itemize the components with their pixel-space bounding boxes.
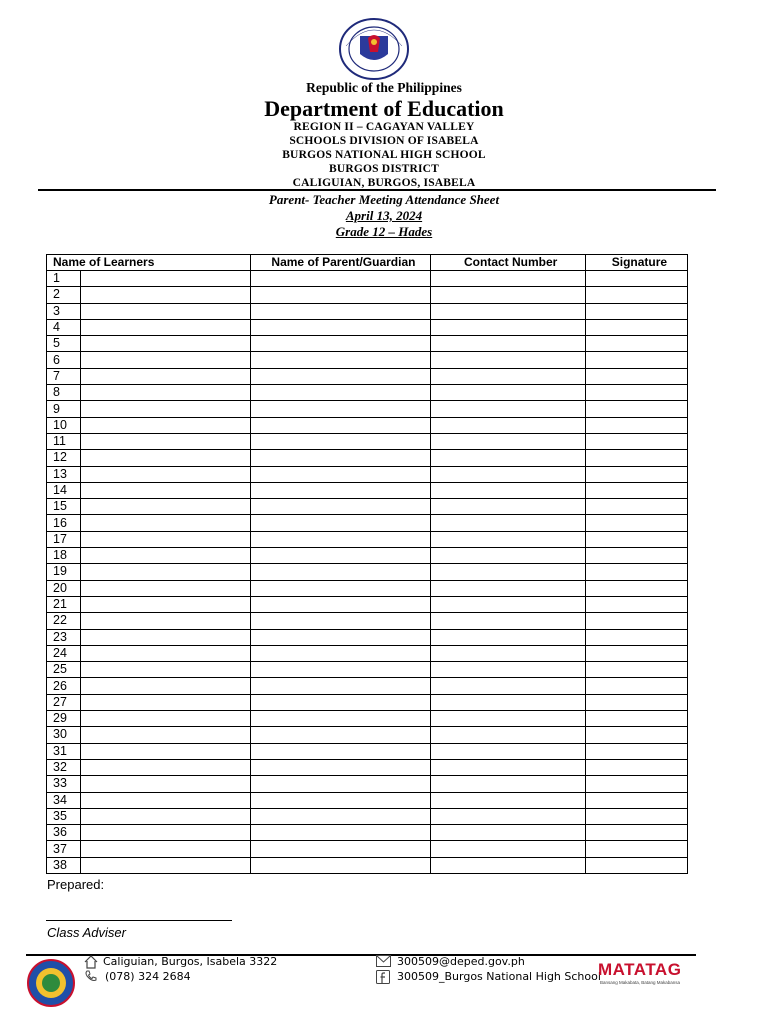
signature-cell[interactable]	[585, 319, 687, 335]
row-number: 25	[47, 662, 81, 678]
learner-name-cell[interactable]	[81, 857, 251, 873]
contact-number-cell[interactable]	[430, 466, 585, 482]
learner-name-cell[interactable]	[81, 694, 251, 710]
signature-cell[interactable]	[585, 450, 687, 466]
parent-name-cell[interactable]	[251, 694, 430, 710]
contact-number-cell[interactable]	[430, 759, 585, 775]
table-row	[47, 776, 688, 792]
row-number: 36	[47, 825, 81, 841]
row-number: 38	[47, 857, 81, 873]
col-header-parent: Name of Parent/Guardian	[251, 255, 430, 271]
contact-number-cell[interactable]	[430, 694, 585, 710]
meeting-date: April 13, 2024	[345, 208, 423, 223]
signature-cell[interactable]	[585, 841, 687, 857]
matatag-logo: MATATAG	[598, 960, 682, 979]
grade-section: Grade 12 – Hades	[335, 224, 433, 239]
learner-name-cell[interactable]	[81, 271, 251, 287]
row-number: 29	[47, 711, 81, 727]
parent-name-cell[interactable]	[251, 825, 430, 841]
table-row	[47, 808, 688, 824]
learner-name-cell[interactable]	[81, 841, 251, 857]
table-row	[47, 368, 688, 384]
table-row	[47, 727, 688, 743]
signature-cell[interactable]	[585, 515, 687, 531]
signature-cell[interactable]	[585, 776, 687, 792]
table-row	[47, 857, 688, 873]
signature-cell[interactable]	[585, 743, 687, 759]
signature-cell[interactable]	[585, 662, 687, 678]
signature-line[interactable]	[46, 920, 232, 921]
row-number: 34	[47, 792, 81, 808]
row-number: 18	[47, 548, 81, 564]
contact-number-cell[interactable]	[430, 580, 585, 596]
learner-name-cell[interactable]	[81, 759, 251, 775]
table-row	[47, 580, 688, 596]
mail-icon	[376, 955, 391, 967]
learner-name-cell[interactable]	[81, 548, 251, 564]
row-number: 1	[47, 271, 81, 287]
contact-number-cell[interactable]	[430, 385, 585, 401]
table-row	[47, 629, 688, 645]
row-number: 9	[47, 401, 81, 417]
contact-number-cell[interactable]	[430, 482, 585, 498]
row-number: 4	[47, 319, 81, 335]
signature-cell[interactable]	[585, 303, 687, 319]
signature-cell[interactable]	[585, 385, 687, 401]
contact-number-cell[interactable]	[430, 287, 585, 303]
parent-name-cell[interactable]	[251, 303, 430, 319]
row-number: 20	[47, 580, 81, 596]
learner-name-cell[interactable]	[81, 401, 251, 417]
footer-phone: (078) 324 2684	[105, 970, 191, 983]
signature-cell[interactable]	[585, 727, 687, 743]
table-row	[47, 613, 688, 629]
table-row	[47, 694, 688, 710]
signature-cell[interactable]	[585, 271, 687, 287]
learner-name-cell[interactable]	[81, 808, 251, 824]
division-line: SCHOOLS DIVISION OF ISABELA	[289, 135, 479, 147]
row-number: 22	[47, 613, 81, 629]
signature-cell[interactable]	[585, 613, 687, 629]
row-number: 37	[47, 841, 81, 857]
col-header-signature: Signature	[585, 255, 687, 271]
parent-name-cell[interactable]	[251, 776, 430, 792]
learner-name-cell[interactable]	[81, 596, 251, 612]
table-row	[47, 303, 688, 319]
table-row	[47, 531, 688, 547]
row-number: 14	[47, 482, 81, 498]
row-number: 24	[47, 645, 81, 661]
learner-name-cell[interactable]	[81, 499, 251, 515]
parent-name-cell[interactable]	[251, 515, 430, 531]
contact-number-cell[interactable]	[430, 417, 585, 433]
footer-email[interactable]: 300509@deped.gov.ph	[397, 955, 525, 968]
learner-name-cell[interactable]	[81, 825, 251, 841]
deped-seal-logo	[338, 18, 410, 80]
table-row	[47, 825, 688, 841]
contact-number-cell[interactable]	[430, 857, 585, 873]
row-number: 15	[47, 499, 81, 515]
table-row	[47, 450, 688, 466]
district-line: BURGOS DISTRICT	[328, 163, 440, 175]
prepared-label: Prepared:	[47, 877, 105, 892]
learner-name-cell[interactable]	[81, 368, 251, 384]
row-number: 11	[47, 433, 81, 449]
contact-number-cell[interactable]	[430, 613, 585, 629]
learner-name-cell[interactable]	[81, 385, 251, 401]
contact-number-cell[interactable]	[430, 596, 585, 612]
house-icon	[84, 955, 98, 969]
parent-name-cell[interactable]	[251, 271, 430, 287]
table-row	[47, 319, 688, 335]
parent-name-cell[interactable]	[251, 727, 430, 743]
learner-name-cell[interactable]	[81, 678, 251, 694]
learner-name-cell[interactable]	[81, 629, 251, 645]
signature-cell[interactable]	[585, 499, 687, 515]
contact-number-cell[interactable]	[430, 433, 585, 449]
table-row	[47, 645, 688, 661]
contact-number-cell[interactable]	[430, 271, 585, 287]
learner-name-cell[interactable]	[81, 564, 251, 580]
contact-number-cell[interactable]	[430, 319, 585, 335]
signature-cell[interactable]	[585, 433, 687, 449]
row-number: 27	[47, 694, 81, 710]
table-header-row	[47, 255, 688, 271]
parent-name-cell[interactable]	[251, 417, 430, 433]
table-row	[47, 433, 688, 449]
school-line: BURGOS NATIONAL HIGH SCHOOL	[282, 149, 486, 161]
signature-cell[interactable]	[585, 352, 687, 368]
contact-number-cell[interactable]	[430, 336, 585, 352]
signature-cell[interactable]	[585, 336, 687, 352]
footer-address: Caliguian, Burgos, Isabela 3322	[103, 955, 278, 968]
phone-icon	[85, 970, 97, 982]
table-row	[47, 743, 688, 759]
table-row	[47, 466, 688, 482]
row-number: 30	[47, 727, 81, 743]
table-row	[47, 759, 688, 775]
learner-name-cell[interactable]	[81, 482, 251, 498]
parent-name-cell[interactable]	[251, 482, 430, 498]
row-number: 7	[47, 368, 81, 384]
signature-cell[interactable]	[585, 629, 687, 645]
row-number: 10	[47, 417, 81, 433]
table-row	[47, 564, 688, 580]
signature-cell[interactable]	[585, 466, 687, 482]
republic-heading: Republic of the Philippines	[306, 80, 462, 95]
learner-name-cell[interactable]	[81, 287, 251, 303]
row-number: 32	[47, 759, 81, 775]
signature-cell[interactable]	[585, 759, 687, 775]
learner-name-cell[interactable]	[81, 792, 251, 808]
table-row	[47, 336, 688, 352]
learner-name-cell[interactable]	[81, 417, 251, 433]
table-row	[47, 548, 688, 564]
parent-name-cell[interactable]	[251, 841, 430, 857]
parent-name-cell[interactable]	[251, 319, 430, 335]
contact-number-cell[interactable]	[430, 678, 585, 694]
parent-name-cell[interactable]	[251, 759, 430, 775]
contact-number-cell[interactable]	[430, 401, 585, 417]
contact-number-cell[interactable]	[430, 743, 585, 759]
row-number: 3	[47, 303, 81, 319]
parent-name-cell[interactable]	[251, 711, 430, 727]
table-row	[47, 385, 688, 401]
signature-cell[interactable]	[585, 857, 687, 873]
row-number: 33	[47, 776, 81, 792]
signature-cell[interactable]	[585, 531, 687, 547]
learner-name-cell[interactable]	[81, 645, 251, 661]
col-header-contact: Contact Number	[430, 255, 585, 271]
learner-name-cell[interactable]	[81, 727, 251, 743]
signature-cell[interactable]	[585, 564, 687, 580]
signature-cell[interactable]	[585, 792, 687, 808]
school-logo	[26, 958, 76, 1008]
row-number: 35	[47, 808, 81, 824]
contact-number-cell[interactable]	[430, 368, 585, 384]
contact-number-cell[interactable]	[430, 711, 585, 727]
learner-name-cell[interactable]	[81, 580, 251, 596]
header-divider	[38, 189, 716, 191]
class-adviser-label: Class Adviser	[47, 925, 126, 940]
parent-name-cell[interactable]	[251, 287, 430, 303]
learner-name-cell[interactable]	[81, 515, 251, 531]
contact-number-cell[interactable]	[430, 303, 585, 319]
matatag-tagline: Bansang Makabata, Batang Makabansa	[600, 980, 681, 985]
table-row	[47, 711, 688, 727]
table-row	[47, 678, 688, 694]
row-number: 2	[47, 287, 81, 303]
contact-number-cell[interactable]	[430, 825, 585, 841]
signature-cell[interactable]	[585, 401, 687, 417]
parent-name-cell[interactable]	[251, 336, 430, 352]
address-line: CALIGUIAN, BURGOS, ISABELA	[292, 177, 476, 189]
contact-number-cell[interactable]	[430, 352, 585, 368]
signature-cell[interactable]	[585, 678, 687, 694]
learner-name-cell[interactable]	[81, 711, 251, 727]
signature-cell[interactable]	[585, 482, 687, 498]
contact-number-cell[interactable]	[430, 645, 585, 661]
parent-name-cell[interactable]	[251, 743, 430, 759]
learner-name-cell[interactable]	[81, 466, 251, 482]
parent-name-cell[interactable]	[251, 596, 430, 612]
parent-name-cell[interactable]	[251, 401, 430, 417]
signature-cell[interactable]	[585, 825, 687, 841]
contact-number-cell[interactable]	[430, 450, 585, 466]
contact-number-cell[interactable]	[430, 515, 585, 531]
parent-name-cell[interactable]	[251, 580, 430, 596]
contact-number-cell[interactable]	[430, 808, 585, 824]
parent-name-cell[interactable]	[251, 352, 430, 368]
row-number: 17	[47, 531, 81, 547]
row-number: 23	[47, 629, 81, 645]
row-number: 21	[47, 596, 81, 612]
learner-name-cell[interactable]	[81, 352, 251, 368]
row-number: 31	[47, 743, 81, 759]
row-number: 5	[47, 336, 81, 352]
contact-number-cell[interactable]	[430, 727, 585, 743]
parent-name-cell[interactable]	[251, 613, 430, 629]
parent-name-cell[interactable]	[251, 466, 430, 482]
parent-name-cell[interactable]	[251, 645, 430, 661]
parent-name-cell[interactable]	[251, 678, 430, 694]
row-number: 19	[47, 564, 81, 580]
learner-name-cell[interactable]	[81, 776, 251, 792]
signature-cell[interactable]	[585, 580, 687, 596]
signature-cell[interactable]	[585, 368, 687, 384]
learner-name-cell[interactable]	[81, 450, 251, 466]
learner-name-cell[interactable]	[81, 613, 251, 629]
table-row	[47, 596, 688, 612]
attendance-table	[46, 254, 688, 874]
parent-name-cell[interactable]	[251, 433, 430, 449]
learner-name-cell[interactable]	[81, 433, 251, 449]
department-heading: Department of Education	[264, 96, 504, 121]
contact-number-cell[interactable]	[430, 841, 585, 857]
table-row	[47, 352, 688, 368]
table-row	[47, 417, 688, 433]
table-row	[47, 482, 688, 498]
footer-facebook[interactable]: 300509_Burgos National High School	[397, 970, 601, 983]
table-row	[47, 792, 688, 808]
parent-name-cell[interactable]	[251, 629, 430, 645]
sheet-title: Parent- Teacher Meeting Attendance Sheet	[268, 192, 500, 207]
contact-number-cell[interactable]	[430, 776, 585, 792]
table-row	[47, 662, 688, 678]
signature-cell[interactable]	[585, 548, 687, 564]
row-number: 6	[47, 352, 81, 368]
signature-cell[interactable]	[585, 645, 687, 661]
facebook-icon	[376, 970, 390, 984]
learner-name-cell[interactable]	[81, 336, 251, 352]
signature-cell[interactable]	[585, 711, 687, 727]
region-line: REGION II – CAGAYAN VALLEY	[293, 121, 475, 133]
parent-name-cell[interactable]	[251, 564, 430, 580]
learner-name-cell[interactable]	[81, 743, 251, 759]
contact-number-cell[interactable]	[430, 629, 585, 645]
row-number: 8	[47, 385, 81, 401]
signature-cell[interactable]	[585, 287, 687, 303]
table-row	[47, 271, 688, 287]
table-row	[47, 287, 688, 303]
contact-number-cell[interactable]	[430, 662, 585, 678]
parent-name-cell[interactable]	[251, 792, 430, 808]
row-number: 26	[47, 678, 81, 694]
row-number: 13	[47, 466, 81, 482]
parent-name-cell[interactable]	[251, 808, 430, 824]
contact-number-cell[interactable]	[430, 531, 585, 547]
row-number: 12	[47, 450, 81, 466]
table-row	[47, 841, 688, 857]
parent-name-cell[interactable]	[251, 548, 430, 564]
contact-number-cell[interactable]	[430, 792, 585, 808]
contact-number-cell[interactable]	[430, 564, 585, 580]
learner-name-cell[interactable]	[81, 662, 251, 678]
col-header-learners: Name of Learners	[47, 255, 251, 271]
contact-number-cell[interactable]	[430, 499, 585, 515]
parent-name-cell[interactable]	[251, 368, 430, 384]
parent-name-cell[interactable]	[251, 450, 430, 466]
row-number: 16	[47, 515, 81, 531]
table-row	[47, 515, 688, 531]
learner-name-cell[interactable]	[81, 303, 251, 319]
signature-cell[interactable]	[585, 417, 687, 433]
learner-name-cell[interactable]	[81, 319, 251, 335]
contact-number-cell[interactable]	[430, 548, 585, 564]
signature-cell[interactable]	[585, 808, 687, 824]
parent-name-cell[interactable]	[251, 385, 430, 401]
parent-name-cell[interactable]	[251, 531, 430, 547]
parent-name-cell[interactable]	[251, 662, 430, 678]
parent-name-cell[interactable]	[251, 857, 430, 873]
table-row	[47, 499, 688, 515]
signature-cell[interactable]	[585, 596, 687, 612]
parent-name-cell[interactable]	[251, 499, 430, 515]
signature-cell[interactable]	[585, 694, 687, 710]
table-row	[47, 401, 688, 417]
learner-name-cell[interactable]	[81, 531, 251, 547]
